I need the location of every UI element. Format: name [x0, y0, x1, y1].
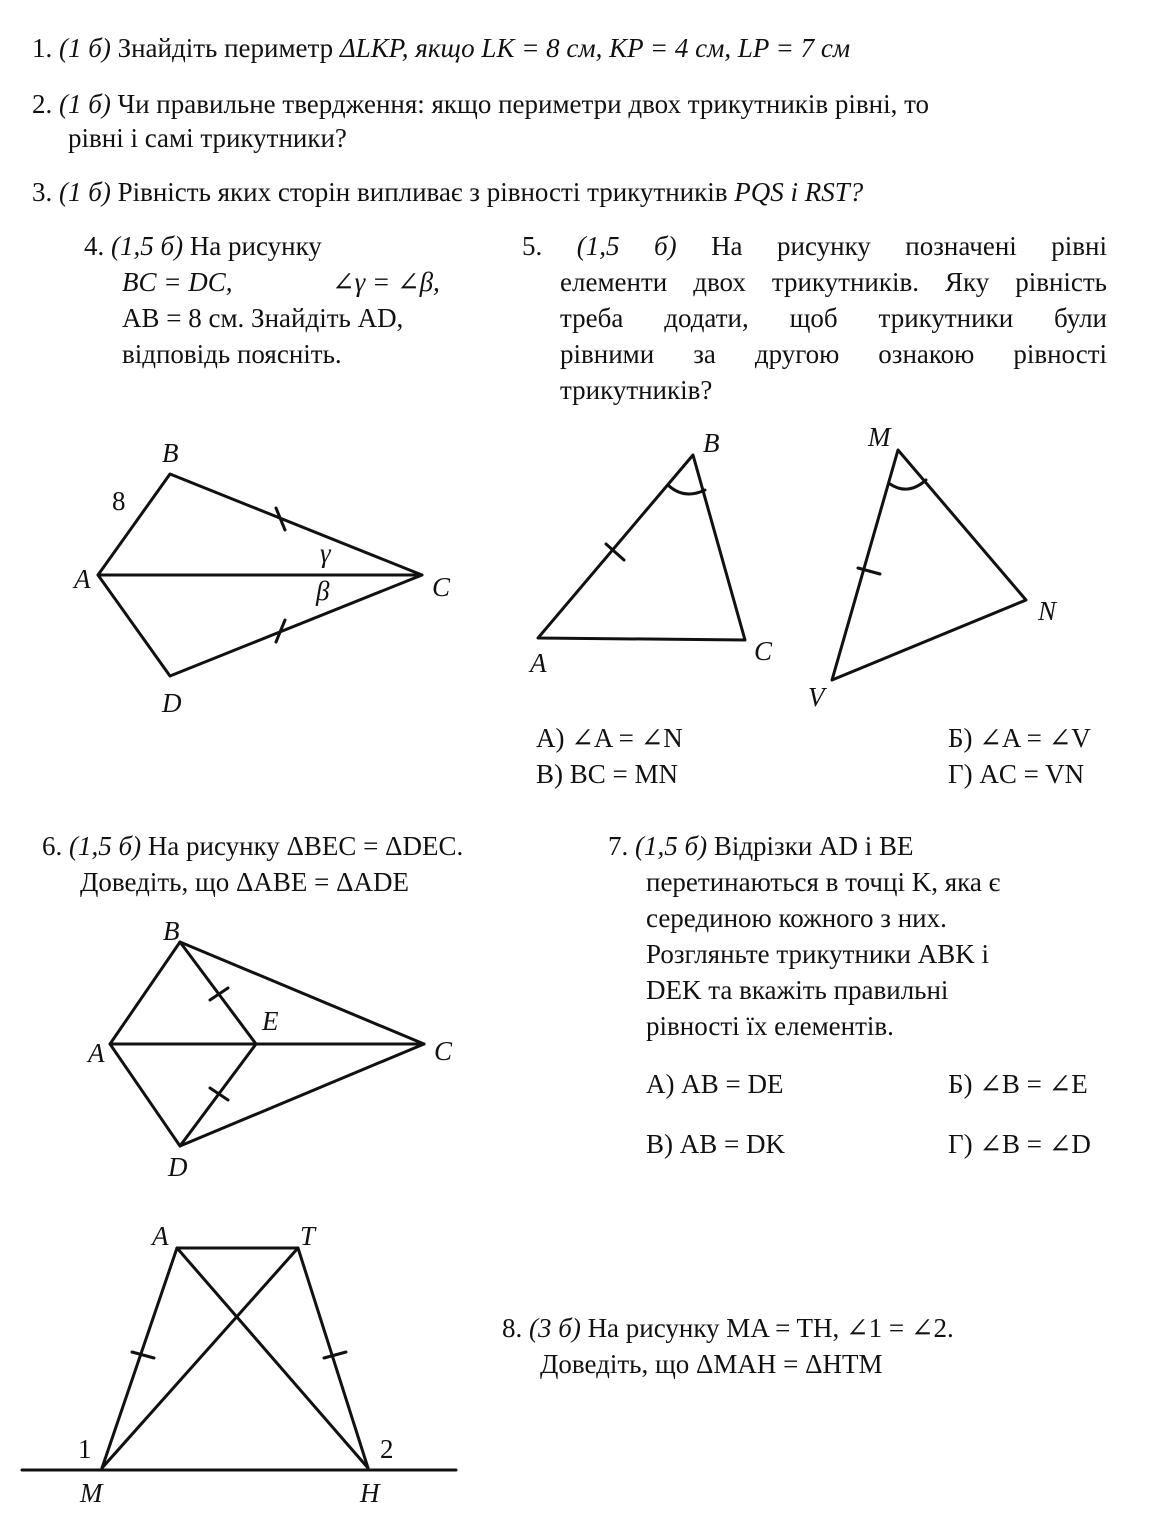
problem-7-line-4: Розгляньте трикутники ABK і	[646, 939, 989, 969]
label-angle-1: 1	[78, 1434, 92, 1464]
problem-number: 4.	[84, 231, 105, 261]
label-h: H	[360, 1478, 380, 1508]
option-a: А) ∠A = ∠N	[536, 723, 683, 753]
problem-points: (1,5 б)	[576, 231, 677, 261]
problem-points: (1 б)	[59, 33, 111, 63]
label-side-ab: 8	[112, 486, 126, 516]
figure-8	[22, 1221, 456, 1508]
label-d: D	[162, 688, 182, 718]
tick-ma	[132, 1352, 154, 1358]
option-c: В) AB = DK	[646, 1129, 785, 1159]
problem-points: (1,5 б)	[111, 231, 184, 261]
problem-text: Знайдіть периметр	[117, 33, 334, 63]
problem-6-line-2: Доведіть, що ΔABE = ΔADE	[80, 867, 409, 897]
problem-text: Рівність яких сторін випливає з рівності трикутників	[117, 177, 728, 207]
option-b: Б) ∠A = ∠V	[948, 723, 1091, 753]
problem-5-line-3: треба додати, щоб трикутники були	[560, 303, 1107, 333]
figure-5-triangle-mnv	[808, 422, 1058, 712]
label-m: M	[868, 422, 891, 452]
problem-5-line-2: елементи двох трикутників. Яку рівність	[560, 267, 1107, 297]
problem-7-line-6: рівності їх елементів.	[646, 1011, 894, 1041]
label-v: V	[808, 682, 825, 712]
problem-number: 6.	[42, 831, 63, 861]
problem-math: ΔLKP, якщо LK = 8 см, KP = 4 см, LP = 7 см	[339, 33, 851, 63]
problem-text-line-1: На рисунку	[189, 231, 322, 261]
problem-7-line-3: серединою кожного з них.	[646, 903, 947, 933]
figure-6	[86, 916, 453, 1182]
problem-points: (1,5 б)	[635, 831, 708, 861]
option-c: В) BC = MN	[536, 759, 679, 789]
angle-arc-m	[890, 480, 926, 489]
label-angle-2: 2	[380, 1434, 394, 1464]
label-a: A	[530, 648, 547, 678]
label-beta: β	[316, 576, 330, 606]
figure-5-triangle-abc	[528, 428, 773, 678]
label-t: T	[300, 1221, 316, 1251]
label-c: C	[432, 572, 451, 602]
problem-number: 2.	[32, 89, 53, 119]
problem-text-line-1: На рисунку позначені рівні	[711, 231, 1107, 261]
diagonal-ah	[177, 1248, 368, 1468]
problem-2-line-2: рівні і самі трикутники?	[68, 123, 347, 153]
label-d: D	[168, 1152, 188, 1182]
label-e: E	[262, 1006, 279, 1036]
problem-number: 8.	[502, 1313, 523, 1343]
problem-number: 3.	[32, 177, 53, 207]
problem-4-line-4: відповідь поясніть.	[122, 339, 342, 369]
problem-number: 5.	[522, 231, 543, 261]
triangle-abc-outline	[538, 455, 745, 640]
label-gamma: γ	[320, 538, 331, 568]
label-c: C	[434, 1036, 453, 1066]
problem-number: 1.	[32, 33, 53, 63]
problem-7-line-5: DEK та вкажіть правильні	[646, 975, 949, 1005]
problem-5-line-4: рівними за другою ознакою рівності	[560, 339, 1107, 369]
figure-4-kite	[72, 438, 451, 718]
angle-arc-b	[668, 485, 705, 494]
label-a: A	[88, 1038, 105, 1068]
option-d: Г) AC = VN	[948, 759, 1085, 789]
problem-text-line-1: Чи правильне твердження: якщо периметри двох трикутників рівні, то	[117, 89, 930, 119]
label-b: B	[163, 916, 180, 946]
problem-text-line-1: Відрізки AD і BE	[713, 831, 914, 861]
problem-points: (3 б)	[529, 1313, 581, 1343]
problem-4-line-2b: ∠γ = ∠β,	[332, 267, 440, 297]
problem-4-line-2a: BC = DC,	[122, 267, 233, 297]
problem-text-line-1: На рисунку MA = TH, ∠1 = ∠2.	[587, 1313, 954, 1343]
option-b: Б) ∠B = ∠E	[948, 1069, 1088, 1099]
problem-7-line-2: перетинаються в точці K, яка є	[646, 867, 1001, 897]
problem-number: 7.	[608, 831, 629, 861]
option-d: Г) ∠B = ∠D	[948, 1129, 1091, 1159]
label-n: N	[1038, 596, 1057, 626]
label-m: M	[80, 1478, 103, 1508]
problem-points: (1 б)	[59, 177, 111, 207]
tick-be	[210, 988, 228, 1000]
problem-points: (1 б)	[59, 89, 111, 119]
problem-5-line-5: трикутників?	[560, 375, 713, 405]
triangle-mnv-outline	[832, 450, 1026, 680]
problem-4-line-3: AB = 8 см. Знайдіть AD,	[122, 303, 404, 333]
problem-points: (1,5 б)	[69, 831, 142, 861]
label-a: A	[74, 564, 91, 594]
diagonal-tm	[102, 1248, 298, 1468]
problem-text-line-1: На рисунку ΔBEC = ΔDEC.	[147, 831, 464, 861]
tick-ed	[210, 1088, 228, 1100]
problem-8-line-2: Доведіть, що ΔMAH = ΔHTM	[540, 1349, 883, 1379]
tick-th	[324, 1352, 346, 1358]
label-a: A	[152, 1221, 169, 1251]
label-b: B	[703, 428, 720, 458]
label-b: B	[162, 438, 179, 468]
label-c: C	[754, 636, 773, 666]
option-a: А) AB = DE	[646, 1069, 784, 1099]
problem-math: PQS і RST?	[734, 177, 864, 207]
